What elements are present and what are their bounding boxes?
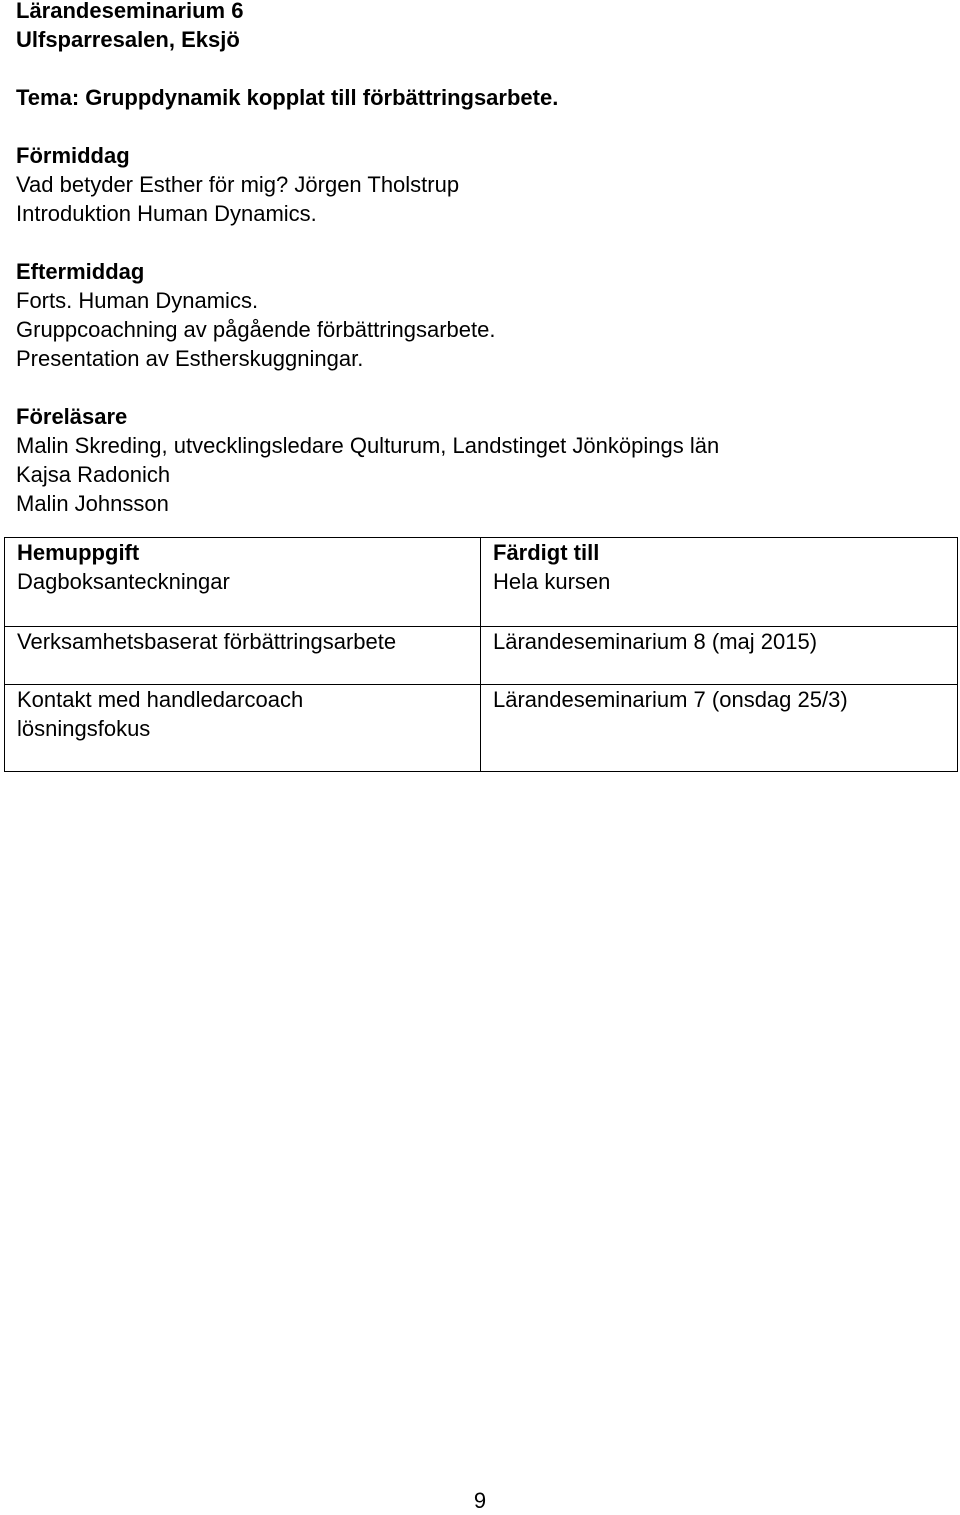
document-page — [16, 0, 956, 518]
assignment-due: Hela kursen — [493, 569, 611, 594]
due-header: Färdigt till — [493, 540, 600, 565]
assignment-due: Lärandeseminarium 8 (maj 2015) — [493, 629, 818, 654]
morning-heading: Förmiddag — [16, 143, 130, 168]
lecturer-name: Kajsa Radonich — [16, 462, 171, 487]
assignment-table — [4, 537, 958, 772]
assignment-task-continued: lösningsfokus — [17, 716, 151, 741]
lecturers-heading: Föreläsare — [16, 404, 128, 429]
table-cell — [481, 685, 958, 772]
assignment-task: Dagboksanteckningar — [17, 569, 230, 594]
lecturer-name: Malin Johnsson — [16, 491, 169, 516]
assignment-due: Lärandeseminarium 7 (onsdag 25/3) — [493, 687, 848, 712]
morning-item: Introduktion Human Dynamics. — [16, 201, 317, 226]
lecturer-name: Malin Skreding, utvecklingsledare Qulturum, Landstinget Jönköpings län — [16, 433, 720, 458]
seminar-title: Lärandeseminarium 6 — [16, 0, 244, 23]
table-cell — [481, 627, 958, 685]
table-cell — [5, 627, 481, 685]
page-number: 9 — [473, 1488, 487, 1513]
table-cell — [5, 538, 481, 627]
afternoon-item: Presentation av Estherskuggningar. — [16, 346, 364, 371]
seminar-venue: Ulfsparresalen, Eksjö — [16, 27, 240, 52]
table-cell — [481, 538, 958, 627]
afternoon-heading: Eftermiddag — [16, 259, 145, 284]
afternoon-item: Forts. Human Dynamics. — [16, 288, 259, 313]
assignment-task: Kontakt med handledarcoach — [17, 687, 304, 712]
afternoon-item: Gruppcoachning av pågående förbättringsarbete. — [16, 317, 496, 342]
table-row — [5, 685, 958, 772]
assignment-header: Hemuppgift — [17, 540, 140, 565]
table-row — [5, 538, 958, 627]
table-row — [5, 627, 958, 685]
morning-item: Vad betyder Esther för mig? Jörgen Tholstrup — [16, 172, 460, 197]
assignment-task: Verksamhetsbaserat förbättringsarbete — [17, 629, 397, 654]
seminar-theme: Tema: Gruppdynamik kopplat till förbättringsarbete. — [16, 85, 559, 110]
table-cell — [5, 685, 481, 772]
